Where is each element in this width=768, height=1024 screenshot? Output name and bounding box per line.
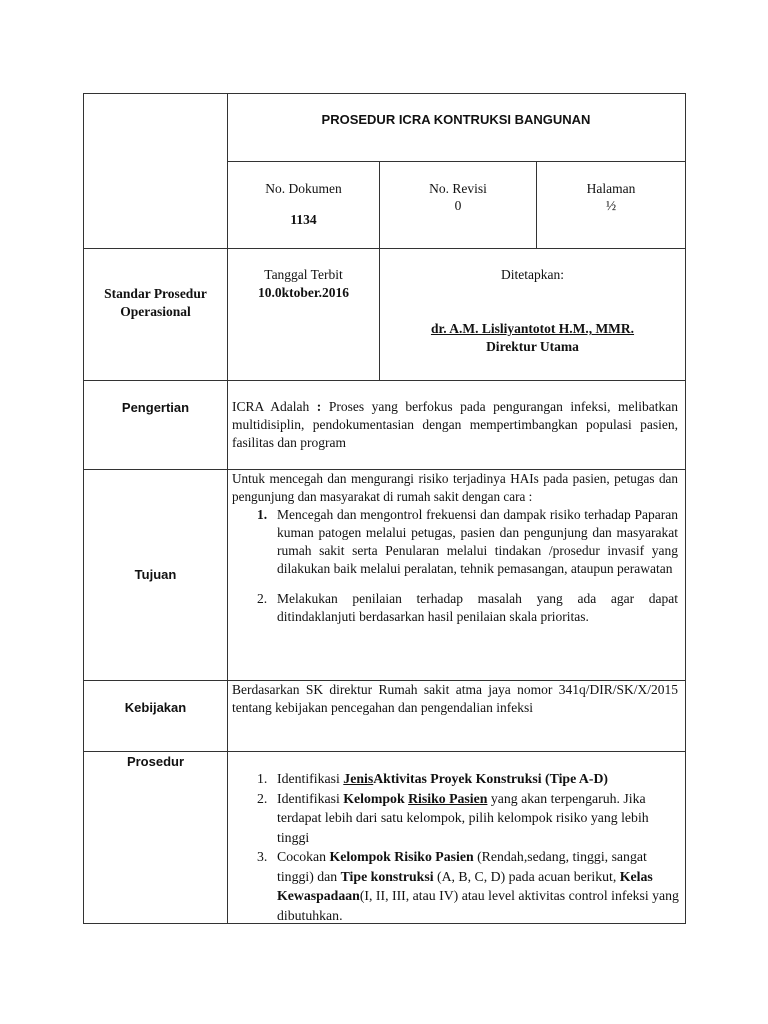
document-title: PROSEDUR ICRA KONTRUKSI BANGUNAN bbox=[321, 112, 591, 127]
prosedur-item-1 bbox=[232, 769, 682, 789]
no-dokumen-value: 1134 bbox=[290, 212, 317, 227]
tanggal-terbit-label: Tanggal Terbit bbox=[264, 267, 343, 282]
row-divider-title bbox=[227, 161, 686, 162]
no-revisi-value: 0 bbox=[454, 198, 462, 213]
prosedur-item-1-num: 1. bbox=[257, 771, 268, 786]
tujuan-item-1 bbox=[232, 506, 678, 578]
pengertian-text bbox=[232, 398, 678, 452]
table-border-left bbox=[83, 93, 84, 924]
pengertian-body: Proses yang berfokus pada pengurangan infeksi, melibatkan multidisiplin, pendokumentasian dengan mempertimbangkan populasi pasien, fasilitas dan program bbox=[232, 399, 678, 450]
halaman-label: Halaman bbox=[586, 181, 636, 196]
row-divider-header bbox=[83, 248, 686, 249]
ditetapkan-label: Ditetapkan: bbox=[501, 267, 564, 282]
prosedur-item-2 bbox=[232, 789, 682, 848]
tujuan-item-2-num: 2. bbox=[257, 591, 268, 606]
tanggal-terbit-value: 10.0ktober.2016 bbox=[257, 285, 349, 300]
sop-label-line2: Operasional bbox=[120, 304, 191, 319]
pengertian-term: ICRA Adalah bbox=[232, 399, 310, 414]
prosedur-item-2-num: 2. bbox=[257, 790, 268, 806]
prosedur-item-3-pre: Cocokan bbox=[277, 849, 330, 864]
prosedur-item-3-mid2: (A, B, C, D) pada acuan berikut, bbox=[433, 868, 620, 884]
prosedur-item-3-post: (I, II, III, atau IV) atau level aktivitas control infeksi yang dibutuhkan. bbox=[277, 888, 679, 923]
prosedur-item-3-bold3: Kelas Kewaspadaan bbox=[277, 868, 653, 903]
prosedur-label: Prosedur bbox=[126, 754, 185, 769]
tujuan-item-2-text: Melakukan penilaian terhadap masalah yang ada agar dapat ditindaklanjuti berdasarkan hasil penilaian skala prioritas. bbox=[277, 591, 678, 624]
kebijakan-label: Kebijakan bbox=[124, 700, 187, 715]
tujuan-item-1-text: Mencegah dan mengontrol frekuensi dan dampak risiko terhadap Paparan kuman patogen melalui petugas, pasien dan pengunjung dan masyarakat rumah sakit serta Penularan melalui tindakan /prosedur invasif yang dilakukan baik melalui peralatan, tehnik pemasangan, ataupun perawatan bbox=[277, 507, 678, 576]
prosedur-content bbox=[232, 769, 682, 925]
prosedur-item-2-pre: Identifikasi bbox=[277, 790, 344, 806]
sop-label-line1: Standar Prosedur bbox=[104, 286, 207, 301]
sop-label bbox=[84, 285, 227, 321]
signer-title: Direktur Utama bbox=[486, 339, 579, 354]
tujuan-item-1-num: 1. bbox=[257, 507, 268, 522]
tujuan-item-2 bbox=[232, 590, 678, 626]
halaman-value: ½ bbox=[605, 198, 617, 213]
prosedur-item-1-pre: Identifikasi bbox=[277, 771, 344, 786]
row-divider-sop bbox=[83, 380, 686, 381]
tujuan-content bbox=[232, 470, 678, 626]
pengertian-label: Pengertian bbox=[121, 400, 190, 415]
prosedur-item-3-bold2: Tipe konstruksi bbox=[340, 868, 434, 884]
pengertian-colon: : bbox=[309, 399, 329, 414]
prosedur-item-2-risiko: Risiko Pasien bbox=[408, 790, 488, 806]
prosedur-item-2-bold1: Kelompok bbox=[343, 790, 405, 806]
tujuan-intro: Untuk mencegah dan mengurangi risiko terjadinya HAIs pada pasien, petugas dan pengunjung dan masyarakat di rumah sakit dengan cara : bbox=[232, 471, 678, 504]
prosedur-item-2-post: yang akan terpengaruh. Jika terdapat lebih dari satu kelompok, pilih kelompok risiko yang lebih tinggi bbox=[277, 790, 649, 845]
prosedur-item-3-bold1: Kelompok Risiko Pasien bbox=[329, 849, 474, 864]
table-border-top bbox=[83, 93, 686, 94]
prosedur-item-3-mid1: (Rendah,sedang, tinggi, sangat tinggi) dan bbox=[277, 849, 647, 884]
table-border-right bbox=[685, 93, 686, 924]
no-dokumen-label: No. Dokumen bbox=[265, 181, 342, 196]
tujuan-label: Tujuan bbox=[134, 567, 177, 582]
prosedur-item-1-bold: Aktivitas Proyek Konstruksi (Tipe A-D) bbox=[373, 771, 609, 786]
no-revisi-label: No. Revisi bbox=[429, 181, 487, 196]
row-divider-kebijakan bbox=[83, 751, 686, 752]
prosedur-item-3 bbox=[232, 847, 682, 925]
prosedur-item-1-jenis: Jenis bbox=[343, 771, 374, 786]
kebijakan-text: Berdasarkan SK direktur Rumah sakit atma jaya nomor 341q/DIR/SK/X/2015 tentang kebijakan pencegahan dan pengendalian infeksi bbox=[232, 682, 678, 715]
signer-name-text: dr. A.M. Lisliyantotot H.M., MMR. bbox=[430, 321, 635, 336]
prosedur-item-3-num: 3. bbox=[257, 849, 268, 864]
signer-name bbox=[380, 320, 685, 338]
